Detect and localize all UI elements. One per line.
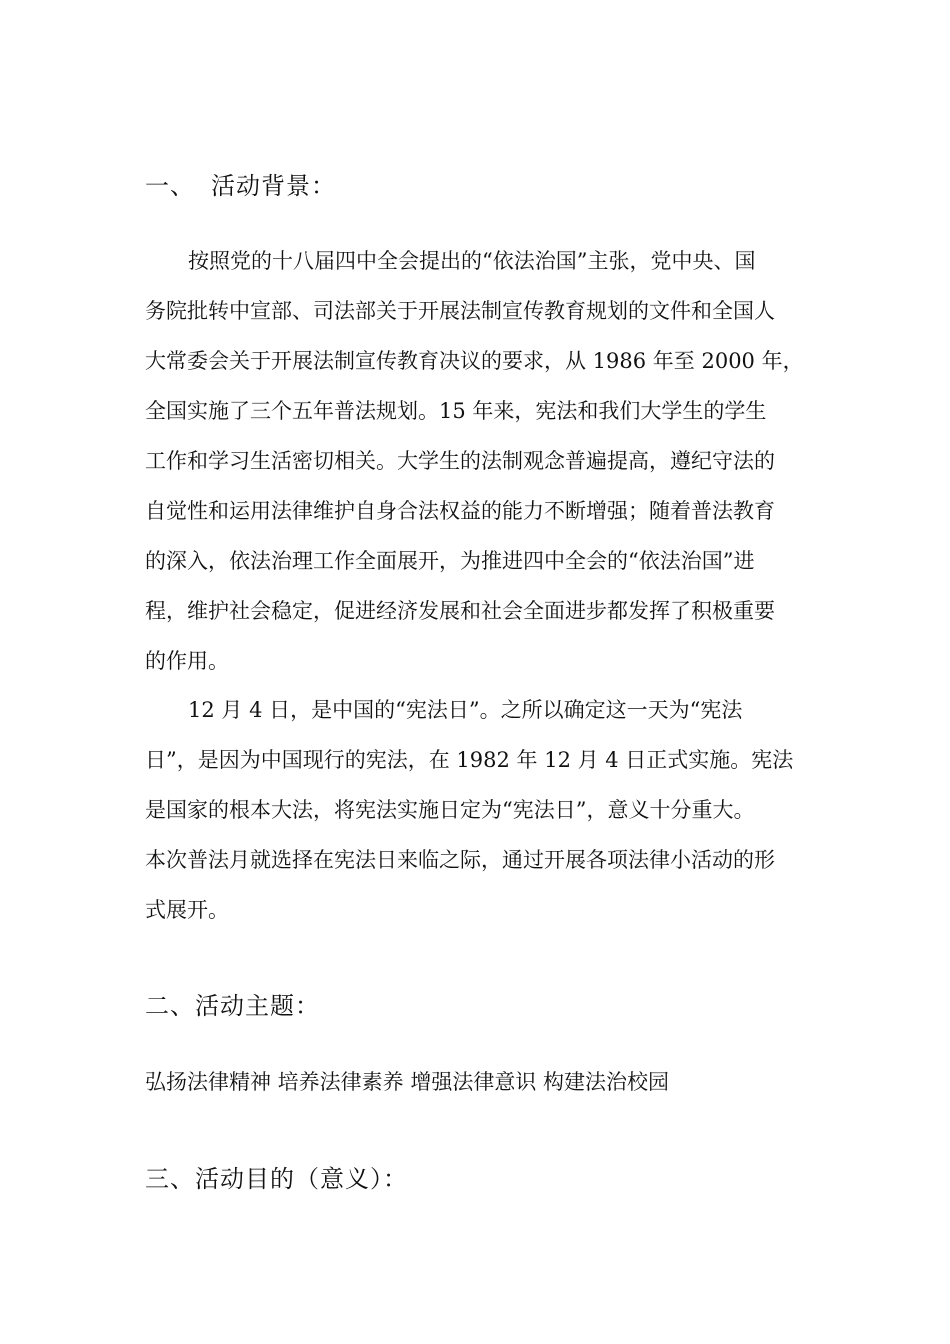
section-number: 一、 — [145, 172, 195, 200]
paragraph-line: 工作和学习生活密切相关。大学生的法制观念普遍提高，遵纪守法的 — [145, 449, 775, 473]
constitution-day-paragraph — [145, 685, 815, 935]
paragraph-line: 的作用。 — [145, 649, 229, 673]
theme-text: 弘扬法律精神 培养法律素养 增强法律意识 构建法治校园 — [145, 1070, 670, 1094]
paragraph-line: 12 月 4 日，是中国的“宪法日”。之所以确定这一天为“宪法 — [188, 698, 743, 722]
paragraph-line: 全国实施了三个五年普法规划。15 年来，宪法和我们大学生的学生 — [145, 399, 767, 423]
background-paragraph — [145, 236, 815, 686]
section-heading-theme: 二、活动主题： — [145, 992, 320, 1020]
paragraph-line: 的深入，依法治理工作全面展开，为推进四中全会的“依法治国”进 — [145, 549, 755, 573]
paragraph-line: 是国家的根本大法，将宪法实施日定为“宪法日”，意义十分重大。 — [145, 798, 755, 822]
section-title: 活动背景： — [211, 172, 336, 200]
paragraph-line: 日”，是因为中国现行的宪法，在 1982 年 12 月 4 日正式实施。宪法 — [145, 748, 794, 772]
paragraph-line: 大常委会关于开展法制宣传教育决议的要求，从 1986 年至 2000 年， — [145, 349, 804, 373]
paragraph-line: 程，维护社会稳定，促进经济发展和社会全面进步都发挥了积极重要 — [145, 599, 775, 623]
paragraph-line: 式展开。 — [145, 898, 229, 922]
section-heading-purpose: 三、活动目的（意义）： — [145, 1165, 408, 1193]
section-heading-background — [145, 171, 336, 201]
paragraph-line: 按照党的十八届四中全会提出的“依法治国”主张，党中央、国 — [188, 249, 756, 273]
paragraph-line: 本次普法月就选择在宪法日来临之际，通过开展各项法律小活动的形 — [145, 848, 775, 872]
paragraph-line: 务院批转中宣部、司法部关于开展法制宣传教育规划的文件和全国人 — [145, 299, 775, 323]
paragraph-line: 自觉性和运用法律维护自身合法权益的能力不断增强；随着普法教育 — [145, 499, 775, 523]
